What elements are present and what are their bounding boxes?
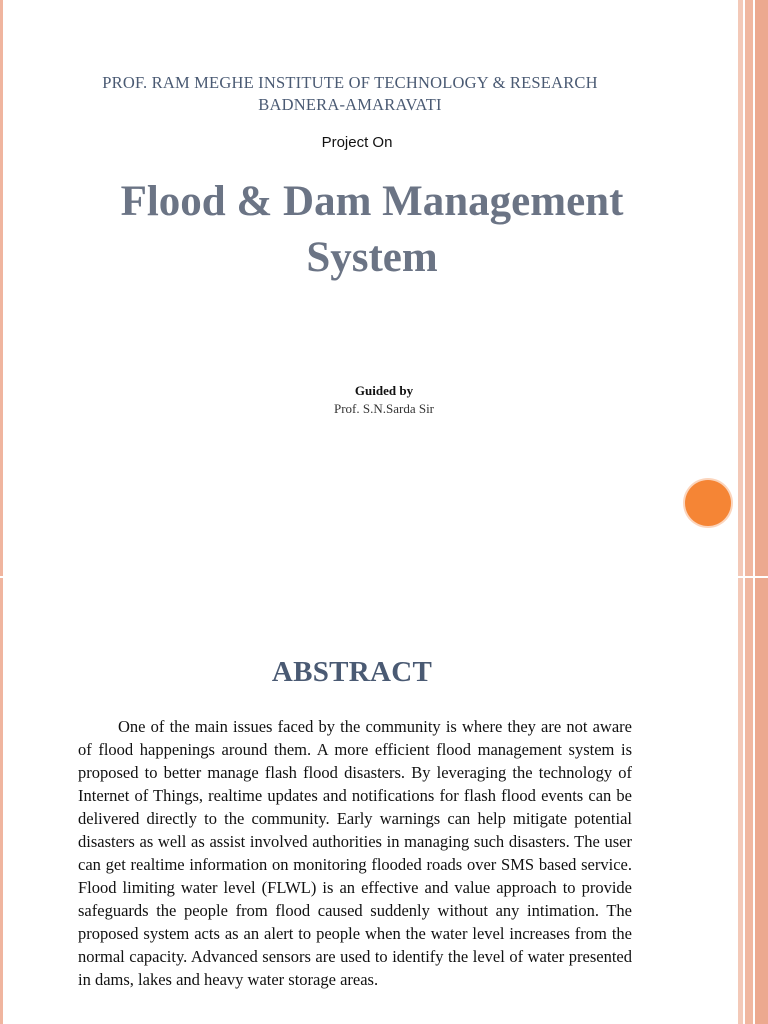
guide-name: Prof. S.N.Sarda Sir bbox=[333, 401, 435, 416]
right-border-stripes bbox=[738, 0, 768, 1024]
project-title-line-2: System bbox=[306, 234, 438, 281]
abstract-heading: ABSTRACT bbox=[271, 656, 433, 688]
project-title bbox=[0, 174, 738, 286]
project-title-line-1: Flood & Dam Management bbox=[120, 178, 624, 225]
abstract-body: One of the main issues faced by the community is where they are not aware of flood happenings around them. A more efficient flood management system is proposed to better manage flash flood disasters. By leveraging the technology of Internet of Things, realtime updates and notifications for flash flood events can be delivered directly to the community. Early warnings can help mitigate potential disasters as well as assist involved authorities in managing such disasters. The user can get realtime information on monitoring flooded roads over SMS based service. Flood limiting water level (FLWL) is an effective and value approach to provide safeguards the people from flood caused suddenly without any intimation. The proposed system acts as an alert to people when the water level increases from the normal capacity. Advanced sensors are used to identify the level of water presented in dams, lakes and heavy water storage areas. bbox=[78, 717, 632, 989]
left-border bbox=[0, 578, 3, 1024]
institute-name bbox=[0, 72, 700, 116]
project-on-label: Project On bbox=[321, 134, 393, 151]
orange-circle-decoration bbox=[685, 480, 731, 526]
guided-by-label: Guided by bbox=[354, 383, 414, 398]
institute-line-2: BADNERA-AMARAVATI bbox=[258, 95, 442, 114]
abstract-slide bbox=[0, 578, 738, 1024]
institute-line-1: PROF. RAM MEGHE INSTITUTE OF TECHNOLOGY & RESEARCH bbox=[102, 73, 598, 92]
